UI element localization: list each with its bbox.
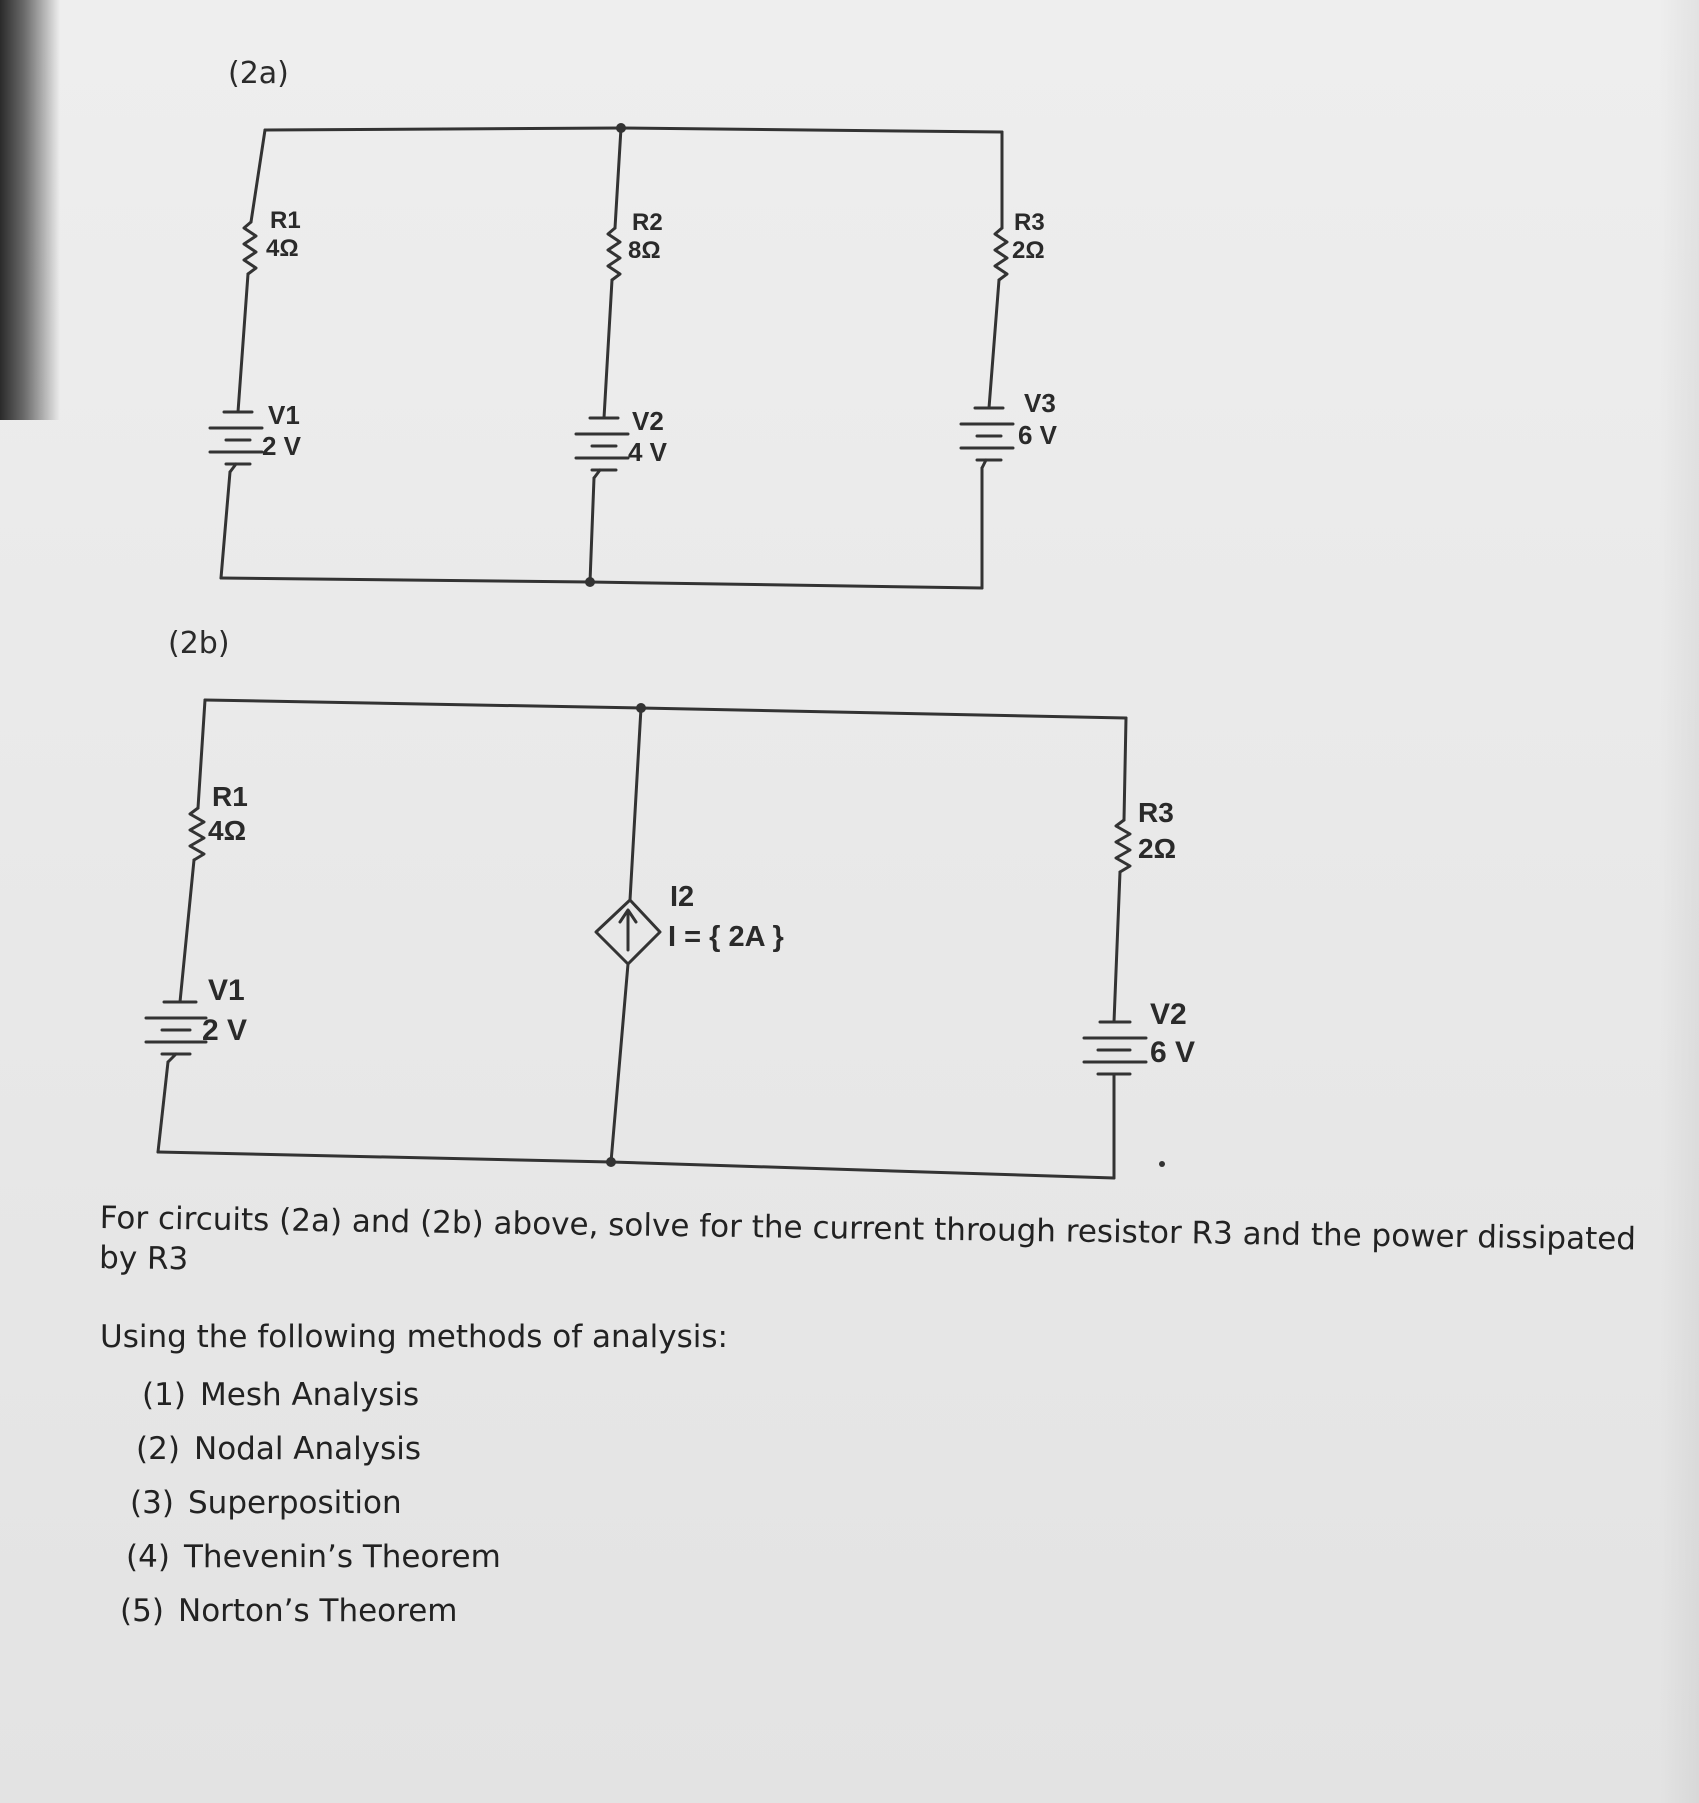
list-item: (2) Nodal Analysis — [136, 1431, 422, 1467]
list-item: (4) Thevenin’s Theorem — [126, 1539, 501, 1575]
v1-name: V1 — [268, 400, 300, 430]
i2-value: I = { 2A } — [668, 921, 784, 953]
stray-dot — [1159, 1161, 1165, 1167]
v3-name: V3 — [1024, 388, 1056, 418]
r2-name: R2 — [632, 209, 663, 236]
circuit-2b-bottom-node — [606, 1157, 616, 1167]
r3-value: 2Ω — [1012, 237, 1045, 264]
v2-name-2b: V2 — [1150, 998, 1187, 1031]
v1-value: 2 V — [262, 431, 302, 461]
v2-name: V2 — [632, 406, 664, 436]
question-line-1: For circuits (2a) and (2b) above, solve for the current through resistor R3 and the power dissipated by R3 — [98, 1199, 1637, 1278]
v3-value: 6 V — [1018, 420, 1058, 450]
v1-name-2b: V1 — [208, 974, 245, 1007]
question-line-2: Using the following methods of analysis: — [100, 1318, 728, 1355]
i2-name: I2 — [670, 881, 695, 913]
figure-2b-label: (2b) — [168, 626, 230, 661]
v2-value-2b: 6 V — [1150, 1036, 1196, 1069]
figure-2a-label: (2a) — [228, 56, 289, 91]
circuit-2b-top-wire — [205, 700, 1126, 718]
r3-value-2b: 2Ω — [1138, 833, 1177, 864]
question-text — [100, 1198, 1660, 1357]
r1-value: 4Ω — [266, 235, 299, 262]
r2-value: 8Ω — [628, 237, 661, 264]
resistor-r3-symbol-2b — [1116, 820, 1130, 872]
r1-name: R1 — [270, 207, 301, 234]
r1-name-2b: R1 — [212, 781, 248, 812]
r1-value-2b: 4Ω — [208, 815, 247, 846]
circuit-2b-top-node — [636, 703, 646, 713]
methods-list — [120, 1368, 501, 1638]
circuit-2b-bottom-wire — [158, 1152, 1114, 1178]
list-item: (5) Norton’s Theorem — [120, 1593, 458, 1629]
v1-value-2b: 2 V — [202, 1014, 248, 1047]
r3-name-2b: R3 — [1138, 797, 1174, 828]
resistor-r1-symbol-2b — [190, 808, 204, 860]
list-item: (1) Mesh Analysis — [142, 1377, 420, 1413]
r3-name: R3 — [1014, 209, 1045, 236]
list-item: (3) Superposition — [130, 1485, 402, 1521]
v2-value: 4 V — [628, 437, 668, 467]
